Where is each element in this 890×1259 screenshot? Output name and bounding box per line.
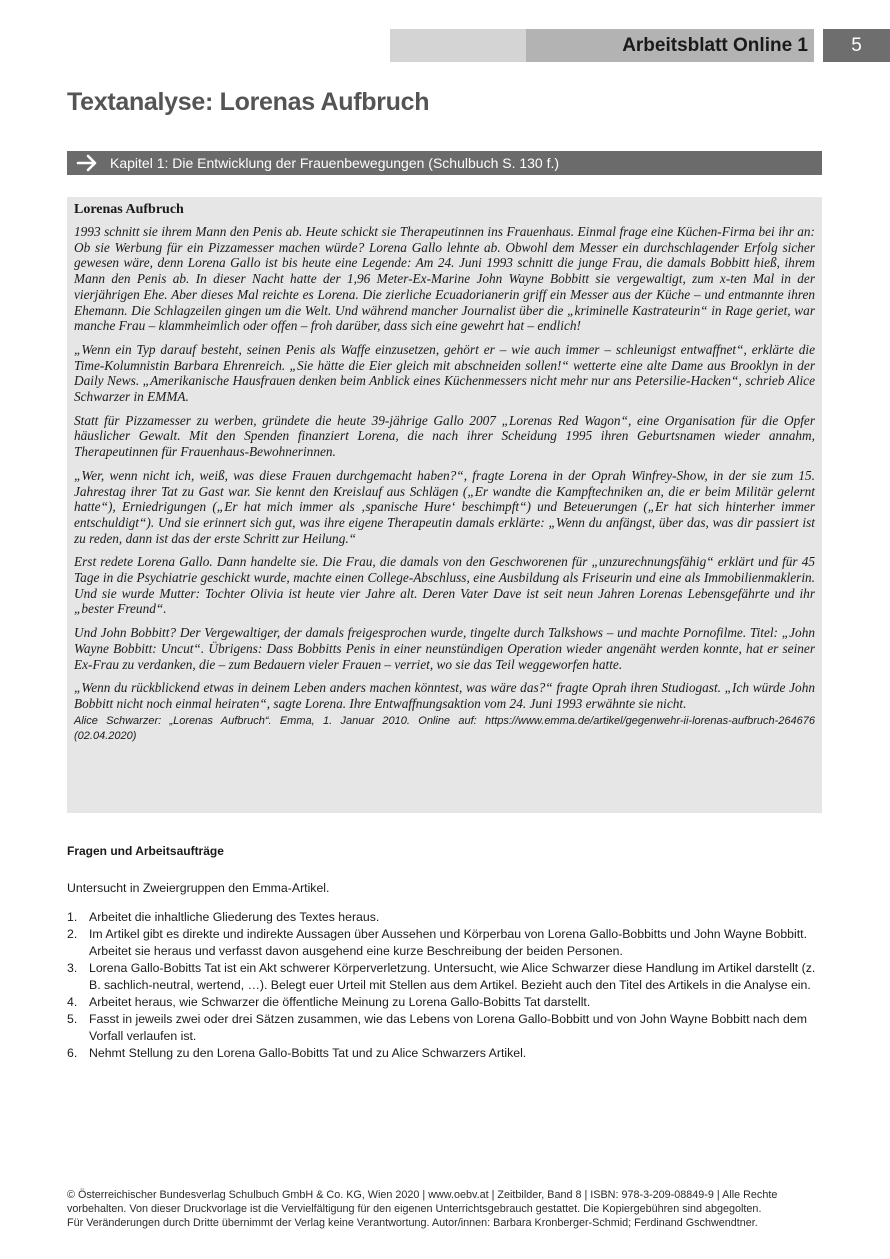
worksheet-title: Arbeitsblatt Online 1 — [622, 35, 808, 56]
arrow-right-icon — [75, 151, 103, 175]
header-light-segment — [390, 29, 526, 62]
article-paragraph: Und John Bobbitt? Der Vergewaltiger, der damals freigesprochen wurde, tingelte durch Talkshows – und machte Pornofilme. Titel: „John Wayne Bobbitt: Uncut“. Übrigens: Dass Bobbitts Penis in einer neunstündigen Operation wieder angenäht werden konnte, hat er seiner Ex-Frau zu verdanken, die – zum Bedauern vieler Frauen – verriet, wo sie das Teil weggeworfen hatte. — [74, 625, 815, 672]
task-item — [67, 926, 827, 960]
article-paragraph: „Wenn ein Typ darauf besteht, seinen Penis als Waffe einzusetzen, gehört er – wie auch immer – schleunigst entwaffnet“, erklärte die Time-Kolumnistin Barbara Ehrenreich. „Sie hätte die Eier gleich mit abschneiden sollen!“ wetterte eine alte Dame aus Brooklyn in der Daily News. „Amerikanische Hausfrauen denken beim Anblick eines Küchenmessers nicht mehr nur ans Petersilie-Hacken“, schrieb Alice Schwarzer in EMMA. — [74, 341, 815, 405]
article-box — [67, 197, 822, 813]
task-list — [67, 909, 827, 1062]
task-number: 2. — [67, 927, 78, 941]
task-item — [67, 1045, 827, 1062]
footer-line: © Österreichischer Bundesverlag Schulbuch GmbH & Co. KG, Wien 2020 | www.oebv.at | Zeitbilder, Band 8 | ISBN: 978-3-209-08849-9 | Alle Rechte — [67, 1189, 778, 1201]
worksheet-header — [390, 29, 890, 62]
article-paragraph: „Wenn du rückblickend etwas in deinem Leben anders machen könntest, was wäre das?“ fragte Oprah ihren Studiogast. „Ich würde John Bobbitt nicht noch einmal heiraten“, sagte Lorena. Ihre Entwaffnungsaktion vom 24. Juni 1993 erwähnte sie nicht. — [74, 680, 815, 711]
tasks-section — [67, 844, 827, 1062]
task-number: 3. — [67, 961, 78, 975]
chapter-bar — [67, 151, 822, 175]
tasks-heading: Fragen und Arbeitsaufträge — [67, 844, 224, 858]
task-text: Lorena Gallo-Bobitts Tat ist ein Akt schwerer Körperverletzung. Untersucht, wie Alice Schwarzer diese Handlung im Artikel darstellt (z. B. sachlich-neutral, wertend, …). Belegt euer Urteil mit Stellen aus dem Artikel. Bezieht auch den Titel des Artikels in die Analyse ein. — [89, 961, 816, 992]
article-paragraph: „Wer, wenn nicht ich, weiß, was diese Frauen durchgemacht haben?“, fragte Lorena in der Oprah Winfrey-Show, in der sie zum 15. Jahrestag ihrer Tat zu Gast war. Sie kennt den Kreislauf aus Schlägen („Er wandte die Kampftechniken an, die er beim Militär gelernt hatte“), Erniedrigungen („Er hat mich immer als ‚spanische Hure‘ beschimpft“) und Beteuerungen („Er hat sich hinterher immer entschuldigt“). Und sie erinnert sich gut, was ihre eigene Therapeutin damals erklärte: „Wenn du anfängst, über das, was dir passiert ist zu reden, dann ist das der erste Schritt zur Heilung.“ — [74, 467, 815, 546]
task-text: Arbeitet die inhaltliche Gliederung des Textes heraus. — [89, 910, 380, 924]
task-item — [67, 1011, 827, 1045]
footer-line: vorbehalten. Von dieser Druckvorlage ist die Vervielfältigung für den eigenen Unterrichtsgebrauch gestattet. Die Kopiergebühren sind abgegolten. — [67, 1203, 762, 1215]
page-number: 5 — [823, 29, 890, 62]
task-text: Im Artikel gibt es direkte und indirekte Aussagen über Aussehen und Körperbau von Lorena Gallo-Bobbitts und John Wayne Bobbitt. Arbeitet sie heraus und verfasst davon ausgehend eine kurze Beschreibung der beiden Personen. — [89, 927, 807, 958]
task-item — [67, 994, 827, 1011]
article-paragraph: Statt für Pizzamesser zu werben, gründete die heute 39-jährige Gallo 2007 „Lorenas Red Wagon“, eine Organisation für die Opfer häuslicher Gewalt. Mit den Spenden finanziert Lorena, die nach ihrer Scheidung 1995 ihren Geburtsnamen wieder annahm, Therapeutinnen für Frauenhaus-Bewohnerinnen. — [74, 412, 815, 460]
chapter-label: Kapitel 1: Die Entwicklung der Frauenbewegungen (Schulbuch S. 130 f.) — [110, 155, 560, 171]
task-number: 4. — [67, 995, 78, 1009]
task-item — [67, 960, 827, 994]
article-paragraph: Erst redete Lorena Gallo. Dann handelte sie. Die Frau, die damals von den Geschworenen für „unzurechnungsfähig“ erklärt und für 45 Tage in die Psychiatrie geschickt wurde, machte einen College-Abschluss, eine Ausbildung als Friseurin und eine als Immobilienmaklerin. Und sie wurde Mutter: Tochter Olivia ist heute vier Jahre alt. Deren Vater Dave ist seit neun Jahren Lorenas Lebensgefährte und ihr „bester Freund“. — [74, 554, 815, 617]
article-paragraph: 1993 schnitt sie ihrem Mann den Penis ab. Heute schickt sie Therapeutinnen ins Frauenhaus. Einmal frage eine Küchen-Firma bei ihr an: Ob sie Werbung für ein Pizzamesser machen würde? Lorena Gallo lehnte ab. Obwohl dem Messer ein durchschlagender Erfolg sicher gewesen wäre, denn Lorena Gallo ist bis heute eine Legende: Am 24. Juni 1993 schnitt die junge Frau, die damals Bobbitt hieß, ihrem Mann den Penis ab. In dieser Nacht hatte der 1,96 Meter-Ex-Marine John Wayne Bobbitt sie vergewaltigt, zum x-ten Mal in der vierjährigen Ehe. Aber dieses Mal reichte es Lorena. Die zierliche Ecuadorianerin griff ein Messer aus der Küche – und entmannte ihren Ehemann. Die Schlagzeilen gingen um die Welt. Und während mancher Journalist über die „kriminelle Kastrateurin“ in Rage geriet, war manche Frau – klammheimlich oder offen – froh darüber, dass sich eine gewehrt hat – endlich! — [74, 224, 815, 334]
article-source: Alice Schwarzer: „Lorenas Aufbruch“. Emma, 1. Januar 2010. Online auf: https://www.emma.de/artikel/gegenwehr-ii-lorenas-aufbruch-264676 (02.04.2020) — [74, 714, 815, 742]
copyright-footer — [67, 1188, 827, 1230]
task-number: 6. — [67, 1046, 78, 1060]
task-item — [67, 909, 827, 926]
footer-line: Für Veränderungen durch Dritte übernimmt der Verlag keine Verantwortung. Autor/innen: Barbara Kronberger-Schmid; Ferdinand Gschwendtner. — [67, 1217, 758, 1229]
task-text: Arbeitet heraus, wie Schwarzer die öffentliche Meinung zu Lorena Gallo-Bobitts Tat darstellt. — [89, 995, 591, 1009]
task-text: Fasst in jeweils zwei oder drei Sätzen zusammen, wie das Lebens von Lorena Gallo-Bobbitt und von John Wayne Bobbitt nach dem Vorfall verlaufen ist. — [89, 1012, 807, 1043]
task-text: Nehmt Stellung zu den Lorena Gallo-Bobitts Tat und zu Alice Schwarzers Artikel. — [89, 1046, 527, 1060]
page-title: Textanalyse: Lorenas Aufbruch — [67, 88, 430, 116]
task-number: 1. — [67, 910, 78, 924]
tasks-intro: Untersucht in Zweiergruppen den Emma-Artikel. — [67, 881, 330, 895]
task-number: 5. — [67, 1012, 78, 1026]
article-title: Lorenas Aufbruch — [74, 202, 184, 217]
